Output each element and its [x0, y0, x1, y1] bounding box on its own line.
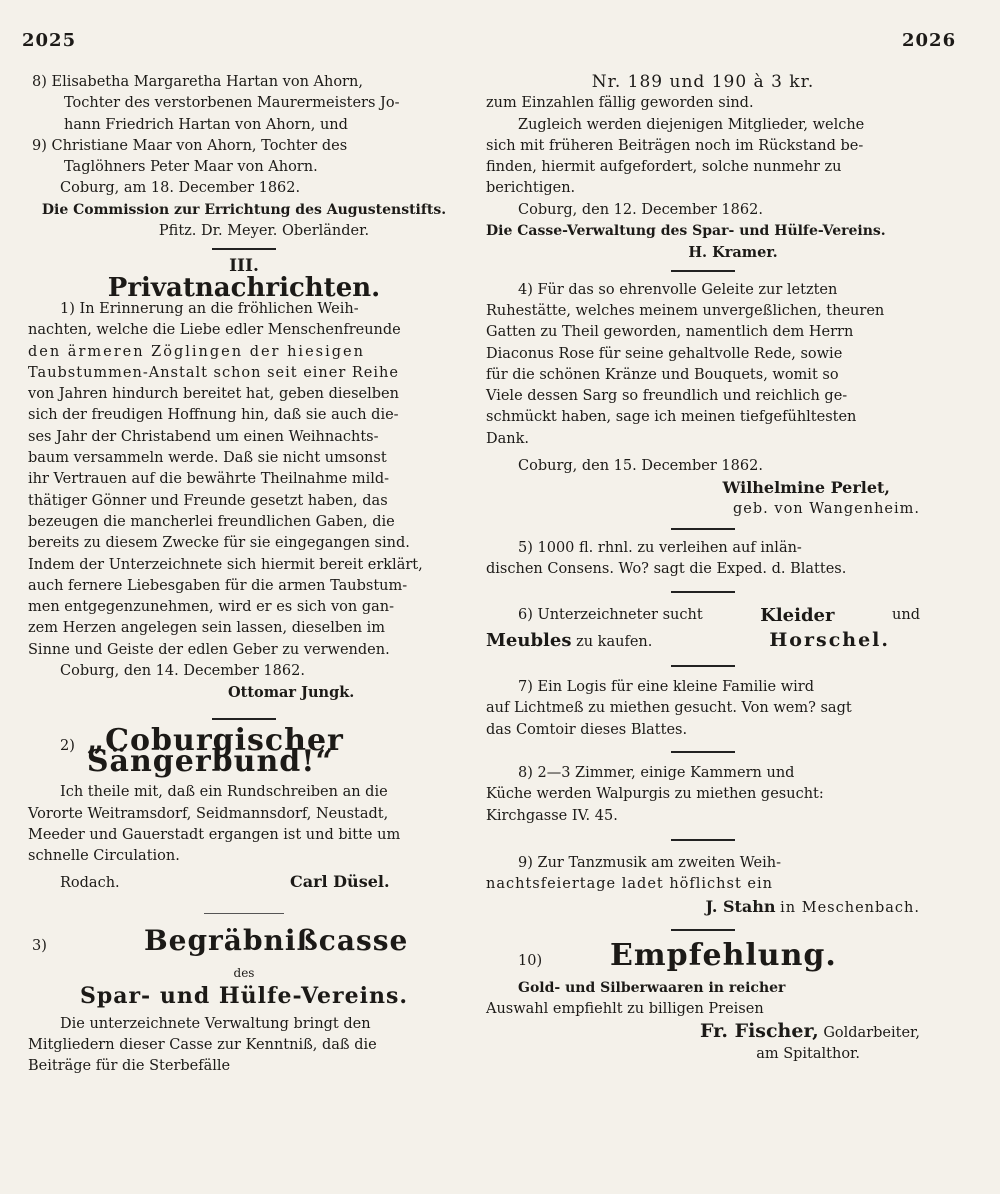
- text-line: 6) Unterzeichneter sucht: [518, 606, 703, 623]
- divider: [204, 913, 284, 914]
- signature: J. Stahn: [705, 896, 776, 916]
- nee-line: geb. von Wangenheim.: [733, 500, 920, 517]
- divider: [671, 839, 735, 841]
- section-numeral: III.: [229, 256, 259, 277]
- admin-line: Die Casse-Verwaltung des Spar- und Hülfe-Vereins.: [486, 223, 886, 240]
- address: am Spitalthor.: [756, 1045, 860, 1062]
- signature: Carl Düsel.: [290, 872, 390, 892]
- notice-4: [486, 280, 920, 520]
- text-line: schnelle Circulation.: [28, 848, 180, 865]
- text-line: bezeugen die mancherlei freundlichen Gaben, die: [28, 513, 395, 530]
- list-line: 8) Elisabetha Margaretha Hartan von Ahorn,: [32, 74, 363, 90]
- text-line: 4) Für das so ehrenvolle Geleite zur letzten: [518, 281, 838, 298]
- text-line: Indem der Unterzeichnete sich hiermit bereit erklärt,: [28, 556, 423, 573]
- text-line: Ruhestätte, welches meinem unvergeßlichen, theuren: [486, 302, 885, 319]
- signature: Wilhelmine Perlet,: [722, 478, 890, 498]
- text-line: für die schönen Kränze und Bouquets, womit so: [486, 366, 839, 383]
- notice-8: [486, 763, 920, 827]
- notice-2: [28, 722, 460, 895]
- text-line: zu kaufen.: [576, 633, 653, 650]
- text-line: 8) 2—3 Zimmer, einige Kammern und: [518, 765, 795, 782]
- left-column: [28, 72, 460, 1077]
- page-number-right: 2026: [902, 30, 957, 51]
- notice-9: [486, 853, 920, 919]
- text-line: sich der freudigen Hoffnung hin, daß sie auch die-: [28, 407, 399, 424]
- signatures-line: Pfitz. Dr. Meyer. Oberländer.: [158, 223, 370, 240]
- notice-1: [28, 299, 460, 704]
- signature: Horschel.: [769, 628, 890, 651]
- text-line: Meeder und Gauerstadt ergangen ist und bitte um: [28, 826, 401, 843]
- notice-number: 10): [518, 952, 543, 969]
- text-line: Mitgliedern dieser Casse zur Kenntniß, daß die: [28, 1036, 377, 1053]
- text-line: Taubstummen-Anstalt schon seit einer Reihe: [28, 364, 399, 381]
- text-line: bereits zu diesem Zwecke für sie eingegangen sind.: [28, 535, 410, 552]
- text-line: zem Herzen angelegen sein lassen, dieselben im: [28, 620, 386, 637]
- text-line: dischen Consens. Wo? sagt die Exped. d. Blattes.: [486, 561, 847, 578]
- divider: [212, 248, 276, 250]
- text-line: Nr. 189 und 190 à 3 kr.: [591, 72, 815, 92]
- commission-line: Die Commission zur Errichtung des Augustenstifts.: [41, 201, 447, 218]
- text-line: Sinne und Geiste der edlen Geber zu verwenden.: [28, 641, 390, 658]
- notice-7: [486, 677, 920, 741]
- text-line: Beiträge für die Sterbefälle: [28, 1058, 231, 1075]
- list-line: 9) Christiane Maar von Ahorn, Tochter des: [32, 137, 348, 154]
- text-line: schmückt haben, sage ich meinen tiefgefühltesten: [486, 409, 857, 426]
- text-line: und: [892, 606, 920, 623]
- text-line: ses Jahr der Christabend um einen Weihnachts-: [28, 428, 379, 445]
- divider: [671, 270, 735, 272]
- place: in Meschenbach.: [780, 899, 920, 916]
- notice-title: Empfehlung.: [610, 937, 837, 973]
- text-line: Gold- und Silberwaaren in reicher: [518, 980, 786, 997]
- text-line: Auswahl empfiehlt zu billigen Preisen: [486, 1001, 764, 1018]
- notice-6: [486, 605, 920, 654]
- list-line: Tochter des verstorbenen Maurermeisters Jo-: [64, 95, 400, 112]
- text-line: nachten, welche die Liebe edler Menschenfreunde: [28, 322, 401, 339]
- text-line: Küche werden Walpurgis zu miethen gesucht:: [486, 786, 824, 803]
- text-line: 5) 1000 fl. rhnl. zu verleihen auf inlän-: [518, 539, 802, 556]
- divider: [212, 718, 276, 720]
- text-line: Zugleich werden diejenigen Mitglieder, welche: [518, 116, 865, 133]
- notice-3: [28, 923, 460, 1078]
- divider: [671, 591, 735, 593]
- list-line: Taglöhners Peter Maar von Ahorn.: [64, 159, 318, 176]
- list-item-8: [28, 72, 460, 136]
- date-line: Coburg, den 14. December 1862.: [60, 663, 305, 680]
- text-line: Die unterzeichnete Verwaltung bringt den: [60, 1015, 371, 1032]
- text-line: berichtigen.: [486, 180, 576, 197]
- divider: [671, 929, 735, 931]
- text-line: 7) Ein Logis für eine kleine Familie wird: [518, 679, 814, 696]
- text-line: sich mit früheren Beiträgen noch im Rückstand be-: [486, 137, 864, 154]
- notice-title: Begräbnißcasse: [144, 923, 409, 957]
- text-line: Viele dessen Sarg so freundlich und reichlich ge-: [486, 388, 848, 405]
- divider: [671, 528, 735, 530]
- text-line: Gatten zu Theil geworden, namentlich dem Herrn: [486, 324, 854, 341]
- text-line: auch fernere Liebesgaben für die armen Taubstum-: [28, 577, 408, 594]
- divider: [671, 665, 735, 667]
- text-line: thätiger Gönner und Freunde gesetzt haben, das: [28, 492, 388, 509]
- notice-5: [486, 538, 920, 581]
- occupation: Goldarbeiter,: [823, 1024, 920, 1041]
- date-line: Coburg, den 15. December 1862.: [518, 458, 763, 475]
- signature: H. Kramer.: [688, 244, 778, 262]
- text-line: von Jahren hindurch bereitet hat, geben dieselben: [28, 386, 399, 403]
- text-line: baum versammeln werde. Daß sie nicht umsonst: [28, 450, 387, 467]
- signature: Ottomar Jungk.: [228, 684, 355, 702]
- text-line: ihr Vertrauen auf die bewährte Theilnahme mild-: [28, 471, 390, 488]
- text-line: das Comtoir dieses Blattes.: [486, 721, 688, 738]
- text-line: 1) In Erinnerung an die fröhlichen Weih-: [60, 300, 359, 317]
- text-line: nachtsfeiertage ladet höflichst ein: [486, 876, 773, 893]
- place: Rodach.: [60, 875, 120, 892]
- text-line: Ich theile mit, daß ein Rundschreiben an die: [60, 784, 388, 801]
- divider: [671, 751, 735, 753]
- date-line: Coburg, am 18. December 1862.: [60, 180, 301, 197]
- signature: Fr. Fischer,: [699, 1019, 819, 1042]
- notice-number: 2): [60, 737, 75, 754]
- des-line: des: [233, 965, 255, 980]
- notice-number: 3): [32, 937, 47, 954]
- text-line: men entgegenzunehmen, wird er es sich von gan-: [28, 599, 395, 616]
- text-line: 9) Zur Tanzmusik am zweiten Weih-: [518, 854, 781, 871]
- text-line: zum Einzahlen fällig geworden sind.: [486, 95, 754, 112]
- list-line: hann Friedrich Hartan von Ahorn, und: [64, 116, 348, 133]
- list-item-9: [28, 136, 460, 179]
- notice-subtitle: Spar- und Hülfe-Vereins.: [79, 983, 409, 1010]
- notice-10: [486, 937, 920, 1065]
- page-number-left: 2025: [22, 30, 77, 51]
- text-line: Diaconus Rose für seine gehaltvolle Rede, sowie: [486, 345, 843, 362]
- date-line: Coburg, den 12. December 1862.: [518, 201, 763, 218]
- text-line: Kirchgasse IV. 45.: [486, 807, 618, 824]
- right-column: [486, 72, 920, 1065]
- text-line: finden, hiermit aufgefordert, solche nunmehr zu: [486, 159, 842, 176]
- emphasis: Kleider: [760, 604, 835, 626]
- text-line: auf Lichtmeß zu miethen gesucht. Von wem? sagt: [486, 700, 852, 717]
- notice-title: „Coburgischer Sängerbund!“: [86, 722, 344, 779]
- text-line: Dank.: [486, 430, 530, 447]
- section-title: Privatnachrichten.: [107, 272, 381, 303]
- emphasis: Meubles: [486, 629, 572, 651]
- text-line: den ärmeren Zöglingen der hiesigen: [28, 343, 365, 360]
- notice-3-continued: [486, 72, 920, 264]
- text-line: Vororte Weitramsdorf, Seidmannsdorf, Neustadt,: [28, 805, 389, 822]
